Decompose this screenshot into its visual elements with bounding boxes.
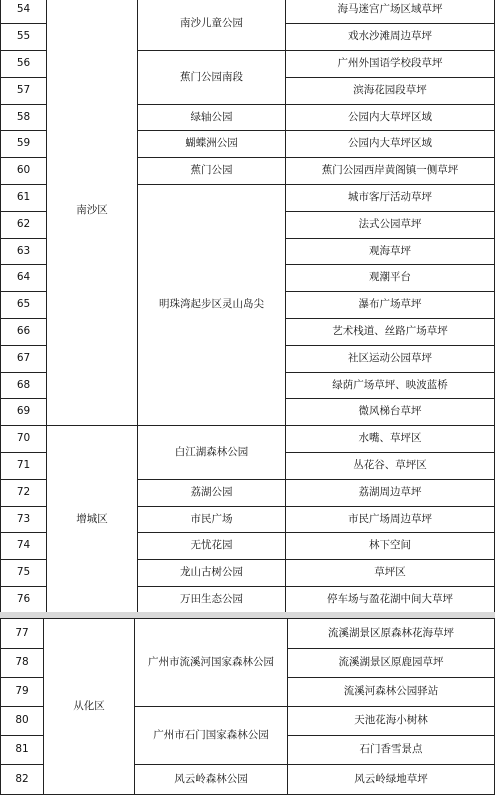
location-cell: 林下空间 xyxy=(286,533,495,560)
location-cell: 流溪河森林公园驿站 xyxy=(288,678,495,707)
park-cell: 龙山古树公园 xyxy=(138,560,286,587)
park-cell: 市民广场 xyxy=(138,507,286,533)
row-number: 59 xyxy=(1,131,47,158)
park-cell: 蕉门公园南段 xyxy=(138,51,286,105)
location-cell: 流溪湖景区原鹿园草坪 xyxy=(288,649,495,678)
location-cell: 停车场与盈花湖中间大草坪 xyxy=(286,587,495,614)
park-cell: 蕉门公园 xyxy=(138,158,286,185)
location-cell: 公园内大草坪区域 xyxy=(286,105,495,131)
row-number: 68 xyxy=(1,373,47,399)
row-number: 73 xyxy=(1,507,47,533)
location-cell: 广州外国语学校段草坪 xyxy=(286,51,495,78)
park-cell: 风云岭森林公园 xyxy=(135,765,288,795)
location-cell: 市民广场周边草坪 xyxy=(286,507,495,533)
location-cell: 草坪区 xyxy=(286,560,495,587)
park-cell: 荔湖公园 xyxy=(138,480,286,507)
table-row xyxy=(1,619,495,649)
row-number: 82 xyxy=(1,765,44,795)
row-number: 61 xyxy=(1,185,47,212)
lawn-table-lower xyxy=(0,618,495,795)
row-number: 75 xyxy=(1,560,47,587)
location-cell: 观潮平台 xyxy=(286,265,495,292)
location-cell: 社区运动公园草坪 xyxy=(286,346,495,373)
row-number: 76 xyxy=(1,587,47,614)
location-cell: 石门香雪景点 xyxy=(288,736,495,765)
park-cell: 蝴蝶洲公园 xyxy=(138,131,286,158)
row-number: 77 xyxy=(1,619,44,649)
park-cell: 南沙儿童公园 xyxy=(138,0,286,51)
location-cell: 绿荫广场草坪、映波蓝桥 xyxy=(286,373,495,399)
location-cell: 荔湖周边草坪 xyxy=(286,480,495,507)
row-number: 58 xyxy=(1,105,47,131)
row-number: 72 xyxy=(1,480,47,507)
district-cell: 南沙区 xyxy=(47,0,138,426)
row-number: 57 xyxy=(1,78,47,105)
location-cell: 滨海花园段草坪 xyxy=(286,78,495,105)
row-number: 65 xyxy=(1,292,47,319)
row-number: 67 xyxy=(1,346,47,373)
park-cell: 明珠湾起步区灵山岛尖 xyxy=(138,185,286,426)
location-cell: 瀑布广场草坪 xyxy=(286,292,495,319)
location-cell: 法式公园草坪 xyxy=(286,212,495,239)
row-number: 74 xyxy=(1,533,47,560)
row-number: 80 xyxy=(1,707,44,736)
location-cell: 水嘴、草坪区 xyxy=(286,426,495,453)
park-cell: 无忧花园 xyxy=(138,533,286,560)
location-cell: 蕉门公园西岸黄阁镇一侧草坪 xyxy=(286,158,495,185)
location-cell: 戏水沙滩周边草坪 xyxy=(286,24,495,51)
row-number: 78 xyxy=(1,649,44,678)
row-number: 79 xyxy=(1,678,44,707)
row-number: 70 xyxy=(1,426,47,453)
park-cell: 广州市石门国家森林公园 xyxy=(135,707,288,765)
location-cell: 公园内大草坪区域 xyxy=(286,131,495,158)
location-cell: 观海草坪 xyxy=(286,239,495,265)
park-cell: 万田生态公园 xyxy=(138,587,286,614)
row-number: 54 xyxy=(1,0,47,24)
row-number: 81 xyxy=(1,736,44,765)
location-cell: 风云岭绿地草坪 xyxy=(288,765,495,795)
location-cell: 丛花谷、草坪区 xyxy=(286,453,495,480)
row-number: 66 xyxy=(1,319,47,346)
location-cell: 艺术栈道、丝路广场草坪 xyxy=(286,319,495,346)
location-cell: 流溪湖景区原森林花海草坪 xyxy=(288,619,495,649)
table-row xyxy=(1,0,495,24)
row-number: 63 xyxy=(1,239,47,265)
row-number: 69 xyxy=(1,399,47,426)
park-cell: 绿轴公园 xyxy=(138,105,286,131)
row-number: 60 xyxy=(1,158,47,185)
park-cell: 白江湖森林公园 xyxy=(138,426,286,480)
table-row xyxy=(1,426,495,453)
row-number: 64 xyxy=(1,265,47,292)
district-cell: 从化区 xyxy=(44,619,135,795)
district-cell: 增城区 xyxy=(47,426,138,614)
location-cell: 城市客厅活动草坪 xyxy=(286,185,495,212)
park-cell: 广州市流溪河国家森林公园 xyxy=(135,619,288,707)
row-number: 55 xyxy=(1,24,47,51)
location-cell: 天池花海小树林 xyxy=(288,707,495,736)
row-number: 62 xyxy=(1,212,47,239)
row-number: 56 xyxy=(1,51,47,78)
row-number: 71 xyxy=(1,453,47,480)
location-cell: 海马迷宫广场区域草坪 xyxy=(286,0,495,24)
location-cell: 微风梯台草坪 xyxy=(286,399,495,426)
